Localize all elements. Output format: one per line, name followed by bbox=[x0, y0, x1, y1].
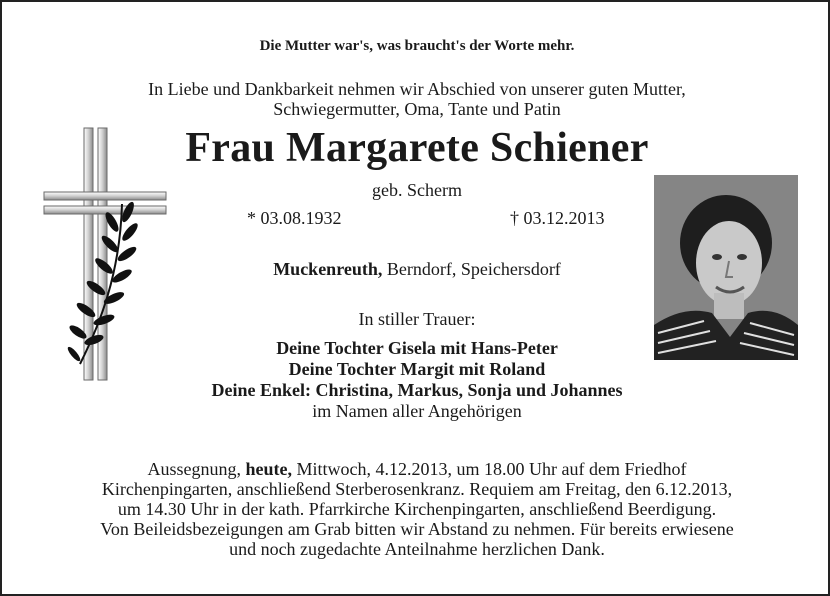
intro-line: Schwiegermutter, Oma, Tante und Patin bbox=[273, 99, 561, 119]
service-details bbox=[2, 459, 830, 559]
birth-date: * 03.08.1932 bbox=[247, 208, 342, 228]
service-line: Kirchenpingarten, anschließend Sterberosenkranz. Requiem am Freitag, den 6.12.2013, bbox=[101, 479, 733, 499]
birth-name: geb. Scherm bbox=[372, 180, 462, 200]
place-main: Muckenreuth, bbox=[273, 259, 383, 279]
service-today: heute, bbox=[245, 459, 293, 479]
service-text: Mittwoch, 4.12.2013, um 18.00 Uhr auf dem Friedhof bbox=[292, 459, 687, 479]
mourner: Deine Tochter Gisela mit Hans-Peter bbox=[276, 338, 558, 358]
service-text: Aussegnung, bbox=[147, 459, 246, 479]
place-others: Berndorf, Speichersdorf bbox=[382, 259, 561, 279]
service-line: Von Beileidsbezeigungen am Grab bitten wir Abstand zu nehmen. Für bereits erwiesene bbox=[100, 519, 734, 539]
intro-line: In Liebe und Dankbarkeit nehmen wir Abschied von unserer guten Mutter, bbox=[148, 79, 686, 99]
service-line: und noch zugedachte Anteilnahme herzlichen Dank. bbox=[229, 539, 605, 559]
service-line bbox=[2, 459, 830, 479]
mourner: Deine Enkel: Christina, Markus, Sonja und Johannes bbox=[211, 380, 623, 400]
relatives-note: im Namen aller Angehörigen bbox=[312, 401, 522, 421]
mourner: Deine Tochter Margit mit Roland bbox=[288, 359, 546, 379]
portrait-photo bbox=[654, 175, 798, 360]
mourning-heading: In stiller Trauer: bbox=[358, 309, 476, 329]
deceased-name: Frau Margarete Schiener bbox=[185, 125, 649, 171]
death-date: † 03.12.2013 bbox=[510, 208, 605, 228]
service-line: um 14.30 Uhr in der kath. Pfarrkirche Kirchenpingarten, anschließend Beerdigung. bbox=[117, 499, 717, 519]
cross-with-palm-branch-icon bbox=[40, 124, 170, 384]
motto: Die Mutter war's, was braucht's der Worte mehr. bbox=[259, 38, 575, 54]
intro-text bbox=[2, 79, 830, 119]
